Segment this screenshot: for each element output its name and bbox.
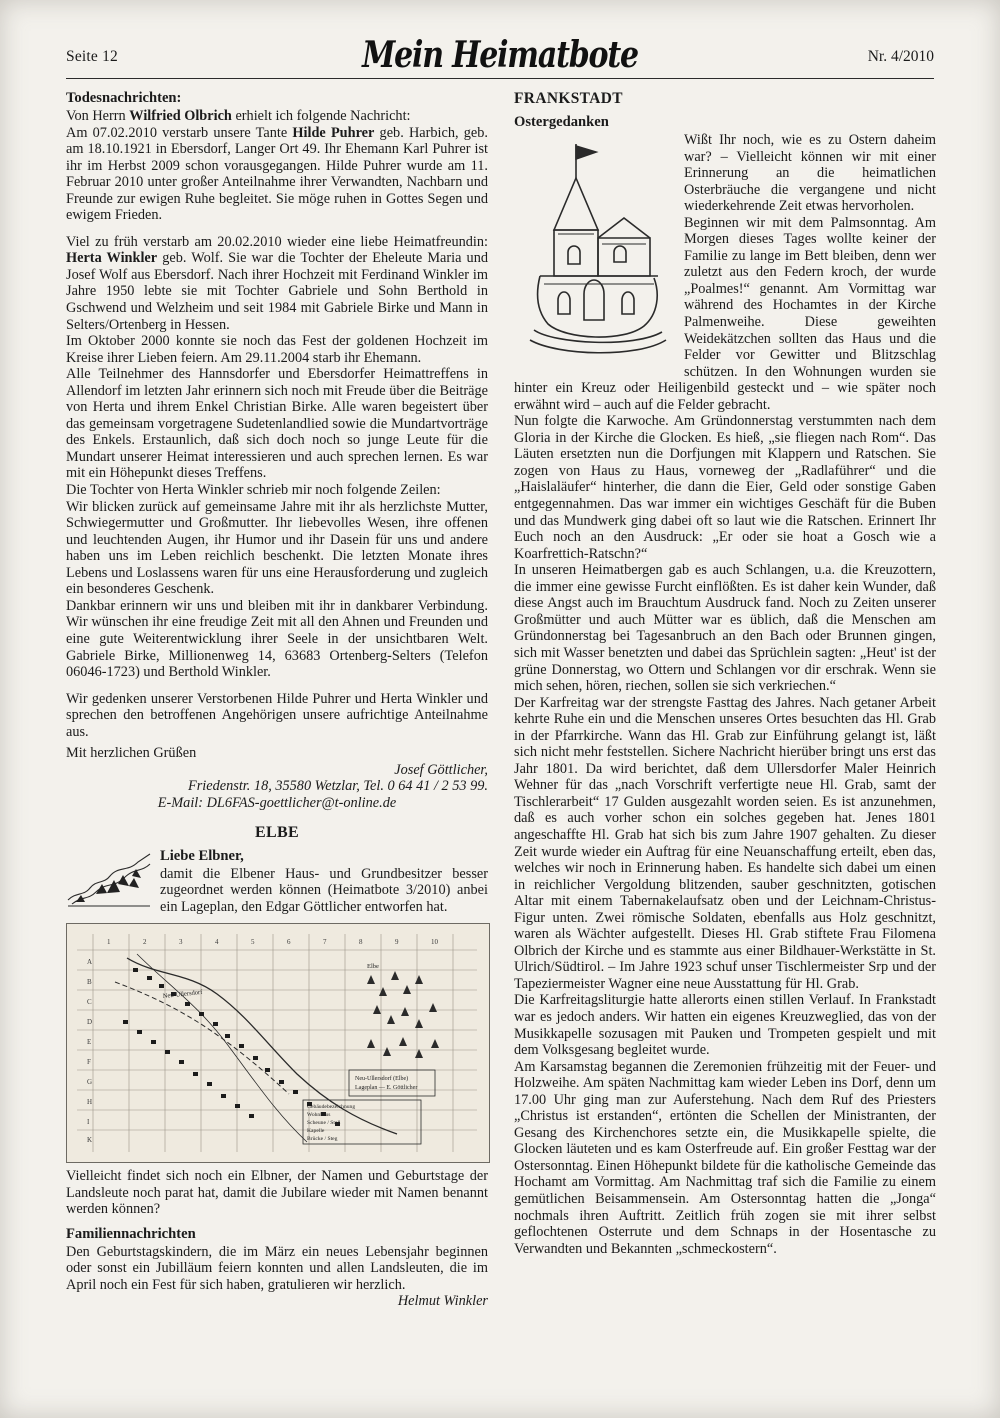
- masthead: [0, 34, 1000, 77]
- family-news-signature: Helmut Winkler: [397, 1293, 488, 1310]
- intro-text-1: Von Herrn: [66, 108, 130, 124]
- svg-text:8: 8: [359, 938, 363, 947]
- daughter-letter-body: Wir blicken zurück auf gemeinsame Jahre mit ihr als herzlichste Mutter, Schwiegermutter und Großmutter. Ihr liebevolles Wesen, ihre offenen und leuchtenden Augen, ihr Humor und ihr Dasein für uns und andere haben uns im Leben reichlich beschenkt. Die letzten Monate ihres Lebens und Loslassens waren für uns eine Herausforderung und zugleich ein besonderes Geschenk.: [66, 498, 488, 598]
- daughter-letter-intro: Die Tochter von Herta Winkler schrieb mir noch folgende Zeilen:: [66, 482, 441, 499]
- daughter-letter-closing: Dankbar erinnern wir uns und bleiben mit ihr in dankbarer Verbindung. Wir wünschen ihr eine freudige Zeit mit all den Ahnen und Freunden und eine gute Weiterentwicklung ihrer Seele in der unsichtbaren Welt. Gabriele Birke, Millionenweg 14, 63683 Ortenberg-Selters (Telefon 06046-1723) und Berthold Winkler.: [66, 597, 488, 681]
- name-wilfried-olbrich: Wilfried Olbrich: [129, 108, 232, 124]
- obituaries-heading: Todesnachrichten:: [66, 90, 182, 106]
- signature-address: Friedenstr. 18, 35580 Wetzlar, Tel. 0 64 41 / 2 53 99.: [188, 778, 488, 795]
- svg-text:2: 2: [143, 938, 147, 947]
- svg-text:I: I: [87, 1118, 90, 1127]
- svg-text:Gebäudebezeichnung: Gebäudebezeichnung: [307, 1104, 356, 1111]
- svg-text:Neu-Ullersdorf (Elbe): Neu-Ullersdorf (Elbe): [355, 1076, 409, 1083]
- svg-text:Brücke / Steg: Brücke / Steg: [307, 1136, 338, 1143]
- obituary-herta-winkler: [66, 234, 488, 333]
- obituary-hilde-puhrer: [66, 125, 488, 224]
- issue-number: Nr. 4/2010: [867, 48, 934, 65]
- publication-title: Mein Heimatbote: [362, 34, 638, 77]
- elbe-intro-text: [160, 848, 488, 916]
- greeting-line: Mit herzlichen Grüßen: [66, 745, 197, 762]
- herta-text-1: Viel zu früh verstarb am 20.02.2010 wieder eine liebe Heimatfreundin:: [66, 233, 488, 250]
- oster-p7: Am Karsamstag begannen die Zeremonien frühzeitig mit der Feuer- und Holzweihe. Am späten Nachmittag kam wieder Leben ins Dorf, denn um 17.00 Uhr ging man zur Auferstehung. Nach dem Ruf des Priesters „Christus ist erstanden“, ertönten die Schellen der Ministranten, der Gesang des Kirchenchores setzte ein, die Musikkapelle spielte, die Glocken läuteten und es kam Osterfreude auf. Ein großer Festtag war der Ostersonntag. Einen Höhepunkt bildete für die katholische Gemeinde das Hochamt am Vormittag. Am Nachmittag traf sich die Familie zu einem gemütlichen Beisammensein. Am Ostersonntag hatten die „Jonga“ nochmals ihren Auftritt. Zeitlich früh zogen sie mit ihrer selbst geflochtenen Osterrute und dem Schnaps in der Hosentasche zu Verwandten und Bekannten „schmeckostern“.: [514, 1058, 936, 1257]
- svg-text:B: B: [87, 978, 92, 987]
- condolence-paragraph: Wir gedenken unserer Verstorbenen Hilde Puhrer und Herta Winkler und sprechen den betroffenen Angehörigen unsere aufrichtige Anteilnahme aus.: [66, 690, 488, 740]
- page-number: Seite 12: [66, 48, 118, 65]
- content-columns: [66, 90, 936, 1310]
- svg-text:E: E: [87, 1038, 92, 1047]
- svg-text:10: 10: [431, 938, 438, 947]
- svg-text:K: K: [87, 1136, 93, 1145]
- elbe-body: damit die Elbener Haus- und Grundbesitzer besser zugeordnet werden können (Heimatbote 3/2010) anbei ein Lageplan, den Edgar Göttlicher entworfen hat.: [160, 865, 488, 915]
- svg-text:9: 9: [395, 938, 399, 947]
- oster-p6: Die Karfreitagsliturgie hatte allerorts einen stillen Verlauf. In Frankstadt war es jedoch anders. Wir hatten ein eigenes Kreuzweglied, das von der Musikkapelle sozusagen mit Pauken und Trompeten gespielt und mit dem Volksgesang begleitet wurde.: [514, 992, 936, 1059]
- svg-text:Lageplan — E. Göttlicher: Lageplan — E. Göttlicher: [355, 1085, 418, 1092]
- elbe-greeting: Liebe Elbner,: [160, 847, 244, 864]
- svg-text:7: 7: [323, 938, 327, 947]
- herta-text-2: geb. Wolf. Sie war die Tochter der Eheleute Maria und Josef Wolf aus Ebersdorf. Nach ihrer Hochzeit mit Ferdinand Winkler im Jahre 1950 lebte sie mit Tochter Gabriele und Sohn Berthold in Gschwend und Welzheim und seit 1984 mit Gabriele Birke und Mann in Selters/Ortenberg in Hessen.: [66, 250, 489, 333]
- map-followup-text: Vielleicht findet sich noch ein Elbner, der Namen und Geburtstage der Landsleute noch parat hat, damit die Jubilare wieder mit Namen benannt werden können?: [66, 1168, 488, 1218]
- church-illustration-icon: [514, 134, 674, 364]
- svg-text:F: F: [87, 1058, 91, 1067]
- herta-golden-wedding: Im Oktober 2000 konnte sie noch das Fest der goldenen Hochzeit im Kreise ihrer Lieben feiern. Am 29.11.2004 starb ihr Ehemann.: [66, 333, 488, 366]
- svg-text:C: C: [87, 998, 92, 1007]
- svg-text:Elbe: Elbe: [367, 963, 379, 971]
- svg-text:D: D: [87, 1018, 93, 1027]
- family-news-heading: Familiennachrichten: [66, 1225, 196, 1242]
- svg-text:6: 6: [287, 938, 291, 947]
- village-map-image: [66, 923, 490, 1163]
- elbe-intro-block: [66, 848, 488, 916]
- signature-email: E-Mail: DL6FAS-goettlicher@t-online.de: [157, 794, 397, 811]
- signature-name: Josef Göttlicher,: [394, 761, 488, 778]
- elbe-section-heading: ELBE: [255, 823, 299, 841]
- herta-meeting-memory: Alle Teilnehmer des Hannsdorfer und Ebersdorfer Heimattreffens in Allendorf im letzten Jahr erinnern sich noch mit Freude über die Beiträge von Herta und ihrem Enkel Christian Birke. Alle waren begeistert über das gemeinsam vorgetragene Sudetenlandlied sowie die Mundartvorträge des Enkels. Erstaunlich, daß sich doch noch so junge Leute für die Mundart unserer Heimat interessieren und auch sprechen lernen. Es war mit ein Höhepunkt dieses Treffens.: [66, 366, 488, 482]
- oster-p3: Nun folgte die Karwoche. Am Gründonnerstag verstummten nach dem Gloria in der Kirche die Glocken. Es hieß, „sie fliegen nach Rom“. Das Läuten ersetzten nun die Dorfjungen mit Klappern und Ratschen. Sie zogen von Haus zu Haus, vorneweg der „Radlaführer“ und die „Haislaläufer“ hinterher, die dann die Eier, Geld oder sonstige Gaben entgegennahmen. Das war immer ein wichtiges Geschäft für die Buben und das Mundwerk ging dabei oft so laut wie die Ratschen. Erinnert Ihr Euch noch an den Ausdruck: „Er oder sie hoat a Gosch wie a Koarfrettich-Ratschn?“: [514, 413, 936, 562]
- obituary-intro: [66, 108, 488, 125]
- right-column: [514, 90, 936, 1310]
- svg-text:Scheune / Stall: Scheune / Stall: [307, 1120, 341, 1127]
- svg-text:3: 3: [179, 938, 183, 947]
- oster-p2: Beginnen wir mit dem Palmsonntag. Am Morgen dieses Tages wollte keiner der Familie zu lange im Bett bleiben, denn wer zuletzt aus den Federn kroch, der wurde „Poalmes!“ genannt. Am Vormittag war während des Hochamtes in der Kirche Palmenweihe. Diese geweihten Weidekätzchen sollten das Haus und die Felder vor Gewitter und Blitzschlag schützen. In den Wohnungen wurden sie hinter ein Kreuz oder Heiligenbild gesteckt und – wie später noch erwähnt wird – auch auf die Felder gebracht.: [514, 214, 936, 413]
- hilde-text-2: geb. Harbich, geb. am 18.10.1921 in Ebersdorf, Langer Ort 49. Ihr Ehemann Karl Puhrer ist ihr im Herbst 2009 schon vorausgegangen. Hilde Puhrer wurde am 11. Februar 2010 unter großer Anteilnahme ihrer Verwandten, Nachbarn und Freunde zur ewigen Ruhe begleitet. Sie möge ruhen in Gottes Segen und ewigem Frieden.: [66, 124, 488, 224]
- oster-p1: Wißt Ihr noch, wie es zu Ostern daheim war? – Vielleicht können wir mit einer Erinnerung an die heimatlichen Osterbräuche die vergangene und nicht wiederkehrende Zeit etwas hervorholen.: [684, 132, 936, 215]
- left-column: [66, 90, 488, 1310]
- village-sketch-icon: [66, 848, 152, 916]
- svg-text:5: 5: [251, 938, 255, 947]
- name-herta-winkler: Herta Winkler: [66, 250, 158, 267]
- svg-text:Wohnhaus: Wohnhaus: [307, 1112, 331, 1119]
- oster-p4: In unseren Heimatbergen gab es auch Schlangen, u.a. die Kreuzottern, die immer eine gewisse Furcht einflößten. Es ist daher kein Wunder, daß diese Angst auch im Brauchtum Ausdruck fand. Noch zu Zeiten unserer Großmütter und auch Mütter war es üblich, daß die Menschen am Gründonnerstag bei Tagesanbruch an den Bach oder Brunnen gingen, sich mit Wasser benetzten und dabei das Sprüchlein sagten: „Heut' ist der grüne Donnerstag, wo Ottern und Schlangen vor dir erschrak. Wenn sie mich sehen, hören, riechen, sollen sie sich verkriechen.“: [514, 562, 936, 695]
- church-intro-block: [514, 132, 936, 413]
- hilde-text-1: Am 07.02.2010 verstarb unsere Tante: [66, 124, 293, 141]
- header-divider: [66, 78, 934, 79]
- svg-text:4: 4: [215, 938, 219, 947]
- intro-text-2: erhielt ich folgende Nachricht:: [231, 108, 411, 124]
- name-hilde-puhrer: Hilde Puhrer: [292, 124, 375, 141]
- ostergedanken-subheading: Ostergedanken: [514, 114, 609, 130]
- svg-text:1: 1: [107, 938, 111, 947]
- oster-p5: Der Karfreitag war der strengste Fasttag des Jahres. Nach getaner Arbeit kehrte Ruhe ein und die Menschen unseres Ortes besuchten das Hl. Grab in der Pfarrkirche. Wann das Hl. Grab zur Einführung gelangt ist, läßt sich nicht mehr feststellen. Sichere Nachricht hierüber bringt uns erst das Jahr 1801. Da wird berichtet, daß dem Ullersdorfer Maler Heinrich Wehner für das „nach Vorschrift verfertigte neue Hl. Grab, samt der Tischlerarbeit“ 17 Gulden ausgezahlt worden seien. Es ist anzunehmen, daß es auch vorher schon ein solches gegeben hat. Jenes 1801 angeschaffte Hl. Grab hat sich bis zum Jahre 1907 gehalten. Zu dieser Zeit wurde wieder ein Auftrag für eine Neuanschaffung erteilt, eben das, welches wir noch in Erinnerung haben. Es handelte sich dabei um einen in reichlicher Vergoldung blitzenden, sauber geschnitzten, gotischen Altar mit einem Tabernakelaufsatz oben und der Leichnam-Christus-Figur unten. Zwei römische Soldaten, ebenfalls aus Holz geschnitzt, waren als Wächter aufgestellt. Dieses Hl. Grab stiftete Frau Filomena Olbrich der Kirche und es stammte aus einer Bildhauer-Werkstätte in St. Ulrich/Südtirol. – Im Jahre 1923 schuf unser Tischlermeister Srp und der Tapeziermeister Wagner eine neue Ausstattung für Hl. Grab.: [514, 694, 936, 992]
- svg-text:H: H: [87, 1098, 93, 1107]
- family-news-text: Den Geburtstagskindern, die im März ein neues Lebensjahr beginnen oder sonst ein Jubilläum feiern konnten und allen Landsleuten, die im April noch ein Fest für sich haben, gratulieren wir herzlich.: [66, 1243, 488, 1293]
- svg-text:A: A: [87, 958, 93, 967]
- frankstadt-heading: FRANKSTADT: [514, 90, 623, 107]
- map-place-label: Neu-Ullersdorf: [162, 989, 203, 1001]
- svg-text:Kapelle: Kapelle: [307, 1128, 325, 1135]
- svg-text:G: G: [87, 1078, 93, 1087]
